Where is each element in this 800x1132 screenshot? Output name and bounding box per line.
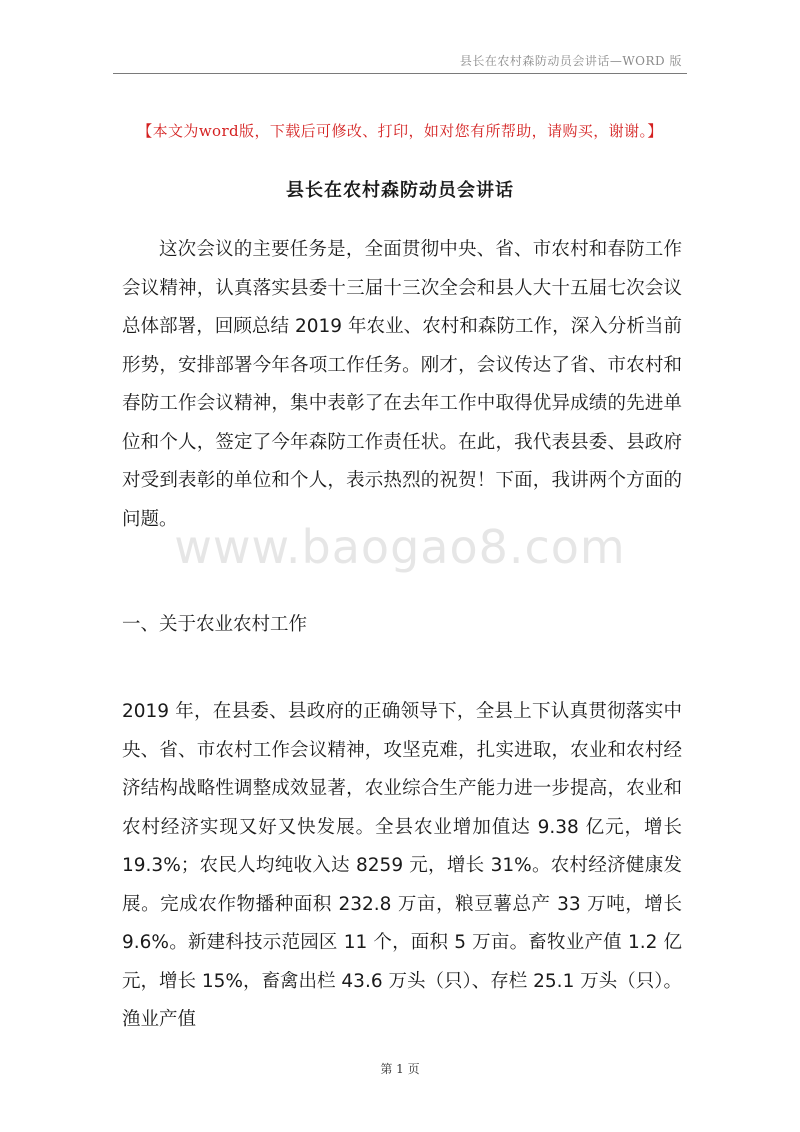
section-heading: 一、关于农业农村工作	[122, 614, 308, 635]
download-notice: 【本文为word版，下载后可修改、打印，如对您有所帮助，请购买，谢谢。】	[137, 122, 663, 140]
paragraph-intro: 这次会议的主要任务是，全面贯彻中央、省、市农村和春防工作会议精神，认真落实县委十三届十三次全会和县人大十五届七次会议总体部署，回顾总结 2019 年农业、农村和森防工作，深入分析当前形势，安排部署今年各项工作任务。刚才，会议传达了省、市农村和春防工作会议精神，集中表彰了在去年工作中取得优异成绩的先进单位和个人，签定了今年森防工作责任状。在此，我代表县委、县政府对受到表彰的单位和个人，表示热烈的祝贺！下面，我讲两个方面的问题。	[122, 239, 682, 530]
page-number: 第 1 页	[380, 1062, 420, 1076]
header-divider	[113, 73, 687, 74]
paragraph-agriculture: 2019 年，在县委、县政府的正确领导下，全县上下认真贯彻落实中央、省、市农村工作会议精神，攻坚克难，扎实进取，农业和农村经济结构战略性调整成效显著，农业综合生产能力进一步提高，农业和农村经济实现又好又快发展。全县农业增加值达 9.38 亿元，增长 19.3%；农民人均纯收入达 8259 元，增长 31%。农村经济健康发展。完成农作物播种面积 232.8 万亩，粮豆薯总产 33 万吨，增长 9.6%。新建科技示范园区 11 个，面积 5 万亩。畜牧业产值 1.2 亿元，增长 15%，畜禽出栏 43.6 万头（只）、存栏 25.1 万头（只）。渔业产值	[122, 701, 682, 1030]
document-title: 县长在农村森防动员会讲话	[286, 180, 514, 201]
watermark: www.baogao8.com	[174, 520, 626, 574]
running-header: 县长在农村森防动员会讲话—WORD 版	[459, 54, 682, 68]
